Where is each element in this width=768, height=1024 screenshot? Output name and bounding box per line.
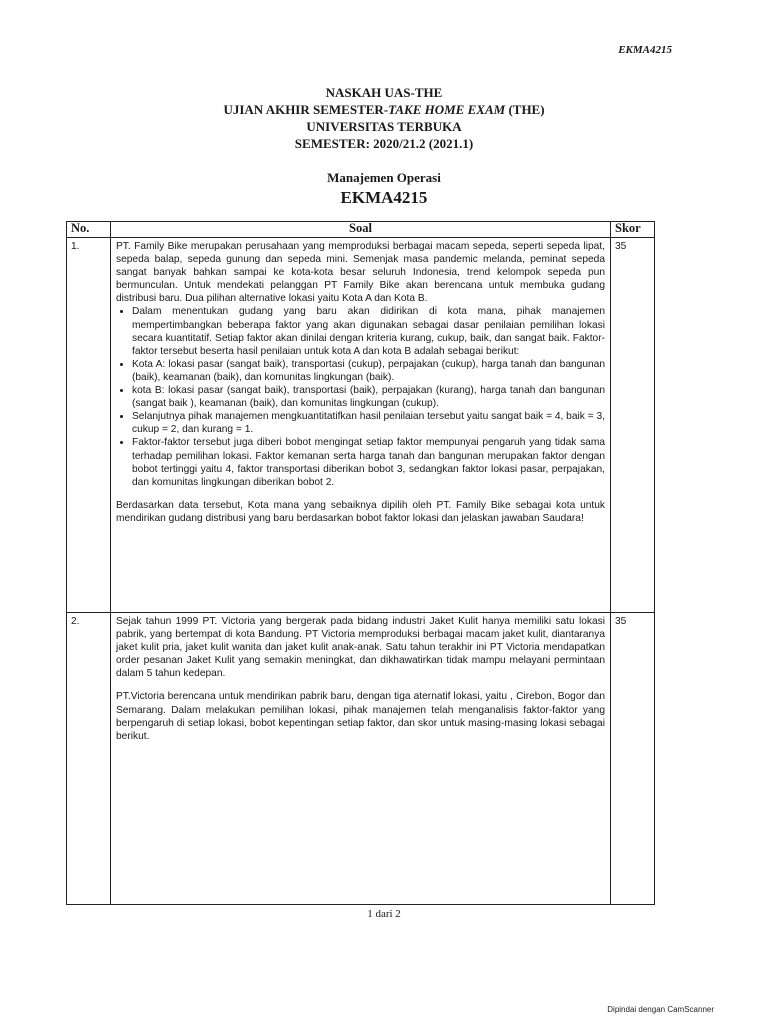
scanner-watermark: Dipindai dengan CamScanner — [607, 1005, 714, 1014]
question-score: 35 — [611, 613, 655, 905]
column-header-skor: Skor — [611, 222, 655, 238]
column-header-soal: Soal — [111, 222, 611, 238]
course-code: EKMA4215 — [340, 188, 428, 207]
question-intro: PT. Family Bike merupakan perusahaan yang memproduksi berbagai macam sepeda, seperti sepeda lipat, sepeda balap, sepeda gunung dan sepeda mini. Semenjak masa pandemic melanda, peminat sepeda sangat banyak bahkan sampai ke kota-kota besar seluruh Indonesia, trend kelompok sepeda pun bermunculan. Untuk mendekati pelanggan PT Family Bike akan berencana untuk membuka gudang distribusi baru. Dua pilihan alternative lokasi yaitu Kota A dan Kota B. — [116, 241, 605, 305]
document-code: EKMA4215 — [618, 44, 672, 56]
spacer — [116, 680, 605, 690]
exam-header — [0, 84, 768, 152]
table-row — [67, 238, 655, 613]
header-title: NASKAH UAS-THE — [325, 85, 443, 100]
question-paragraph: Sejak tahun 1999 PT. Victoria yang bergerak pada bidang industri Jaket Kulit hanya memiliki satu lokasi pabrik, yang bertempat di kota Bandung. PT Victoria memproduksi berbagai macam jaket kulit, diantaranya jaket kulit pria, jaket kulit wanita dan jaket kulit anak-anak. Satu tahun terakhir ini PT Victoria mendapatkan order pesanan Jaket Kulit yang semakin meningkat, dan dikhawatirkan tidak mampu melayani permintaan dalam 5 tahun kedepan. — [116, 616, 605, 680]
question-paragraph: PT.Victoria berencana untuk mendirikan pabrik baru, dengan tiga aternatif lokasi, yaitu , Cirebon, Bogor dan Semarang. Dalam melakukan pemilihan lokasi, pihak manajemen telah menganalisis faktor-faktor yang berpengaruh di setiap lokasi, bobot kepentingan setiap faktor, dan skor untuk masing-masing lokasi sebagai berikut. — [116, 691, 605, 742]
column-header-no: No. — [67, 222, 111, 238]
header-university: UNIVERSITAS TERBUKA — [306, 119, 462, 134]
list-item: • Selanjutnya pihak manajemen mengkuantitatifkan hasil penilaian tersebut yaitu sangat baik = 4, baik = 3, cukup = 2, dan kurang = 1. — [132, 410, 605, 436]
spacer — [116, 489, 605, 499]
question-score: 35 — [611, 238, 655, 613]
list-item: • Faktor-faktor tersebut juga diberi bobot mengingat setiap faktor mempunyai pengaruh yang tidak sama terhadap pemilihan lokasi. Faktor kemanan serta harga tanah dan bangunan merupakan faktor dengan bobot tertinggi yaitu 4, faktor transportasi diberikan bobot 3, sedangkan faktor lokasi pasar, perpajakan, dan komunitas lingkungan diberikan bobot 2. — [132, 436, 605, 488]
question-text — [111, 238, 611, 613]
question-bullets — [116, 305, 605, 488]
table-header-row — [67, 222, 655, 238]
questions-table — [66, 221, 655, 905]
page-number: 1 dari 2 — [367, 908, 401, 920]
question-closing: Berdasarkan data tersebut, Kota mana yang sebaiknya dipilih oleh PT. Family Bike sebagai kota untuk mendirikan gudang distribusi yang baru berdasarkan bobot faktor lokasi dan jelaskan jawaban Saudara! — [116, 499, 605, 524]
list-item: • Kota A: lokasi pasar (sangat baik), transportasi (cukup), perpajakan (cukup), harga tanah dan bangunan (baik), keamanan (baik), dan komunitas lingkungan (baik). — [132, 358, 605, 384]
header-exam-type: UJIAN AKHIR SEMESTER-TAKE HOME EXAM (THE) — [223, 102, 545, 117]
subject-title: Manajemen Operasi — [327, 170, 441, 185]
question-number: 2. — [67, 613, 111, 905]
header-semester: SEMESTER: 2020/21.2 (2021.1) — [294, 136, 474, 151]
question-text — [111, 613, 611, 905]
question-number: 1. — [67, 238, 111, 613]
table-row — [67, 613, 655, 905]
list-item: • kota B: lokasi pasar (sangat baik), transportasi (baik), perpajakan (kurang), harga tanah dan bangunan (sangat baik ), keamanan (baik), dan komunitas lingkungan (cukup). — [132, 384, 605, 410]
list-item: • Dalam menentukan gudang yang baru akan didirikan di kota mana, pihak manajemen mempertimbangkan beberapa faktor yang akan digunakan sebagai dasar penilaian pemilihan lokasi secara kuantitatif. Setiap faktor akan dinilai dengan kriteria kurang, cukup, baik, dan sangat baik. Faktor-faktor tersebut beserta hasil penilaian untuk kota A dan kota B adalah sebagai berikut: — [132, 305, 605, 357]
